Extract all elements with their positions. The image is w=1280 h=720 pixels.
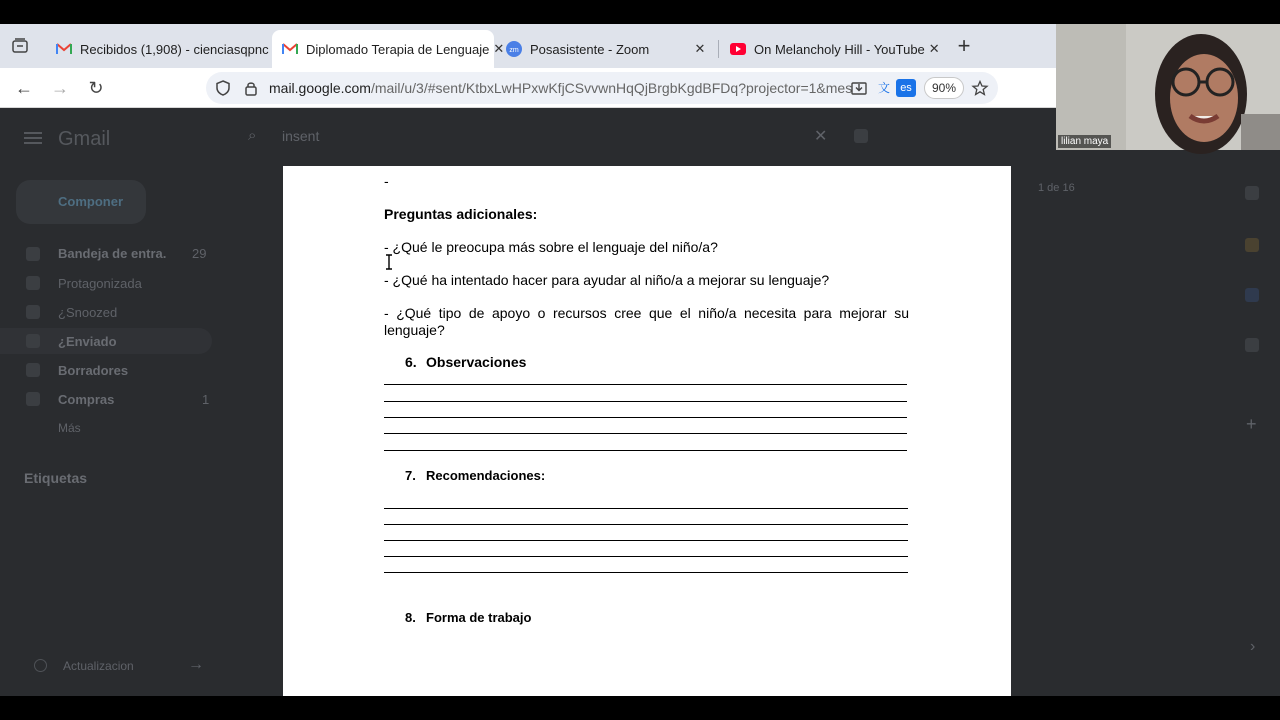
sidebar-item-snoozed[interactable]: ¿Snoozed <box>58 305 118 320</box>
blank-line <box>384 401 907 402</box>
bookmark-star-icon[interactable] <box>972 80 988 96</box>
question-2: - ¿Qué ha intentado hacer para ayudar al niño/a a mejorar su lenguaje? <box>384 272 830 288</box>
filter-icon[interactable] <box>854 129 868 143</box>
gmail-icon <box>56 41 72 57</box>
blank-line <box>384 417 907 418</box>
browser-tab-strip <box>0 24 1056 68</box>
dash-line: - <box>384 173 389 189</box>
forward-arrow-icon[interactable]: → <box>51 78 69 98</box>
compose-label: Componer <box>58 194 123 209</box>
shield-icon[interactable] <box>215 80 231 96</box>
blank-line <box>384 556 908 557</box>
sidebar-item-starred[interactable]: Protagonizada <box>58 276 142 291</box>
clock-icon <box>26 305 40 319</box>
lock-icon[interactable] <box>243 80 259 96</box>
address-text[interactable] <box>269 80 853 96</box>
question-1: - ¿Qué le preocupa más sobre el lenguaje del niño/a? <box>384 239 718 255</box>
new-tab-button[interactable]: + <box>957 33 971 58</box>
draft-icon <box>26 363 40 377</box>
tasks-icon[interactable] <box>1245 288 1259 302</box>
tab-recibidos[interactable] <box>46 30 269 68</box>
close-icon[interactable]: ✕ <box>694 41 706 56</box>
address-host: mail.google.com <box>269 80 371 96</box>
tag-icon <box>26 392 40 406</box>
section-title: Forma de trabajo <box>426 610 532 625</box>
gmail-icon <box>282 41 298 57</box>
section-title: Recomendaciones: <box>426 468 546 483</box>
youtube-icon <box>730 41 746 57</box>
star-icon <box>26 276 40 290</box>
labels-heading: Etiquetas <box>24 470 88 486</box>
tab-label: Posasistente - Zoom <box>530 41 650 57</box>
search-query: insent <box>282 128 320 144</box>
section-number: 7. <box>405 468 416 483</box>
svg-text:zm: zm <box>509 47 519 54</box>
inbox-icon <box>26 247 40 261</box>
gmail-logo: Gmail <box>58 128 111 150</box>
calendar-icon[interactable] <box>1245 186 1259 200</box>
keep-icon[interactable] <box>1245 238 1259 252</box>
text-cursor-icon <box>384 254 394 270</box>
sidebar-item-inbox[interactable]: Bandeja de entra. <box>58 246 167 261</box>
gmail-search[interactable] <box>236 120 886 152</box>
additional-questions-heading: Preguntas adicionales: <box>384 206 538 222</box>
back-arrow-icon[interactable]: ← <box>15 78 33 98</box>
blank-line <box>384 450 907 451</box>
menu-icon[interactable] <box>24 132 42 144</box>
tab-search-icon[interactable] <box>10 36 30 56</box>
tab-label: On Melancholy Hill - YouTube <box>754 41 925 57</box>
blank-line <box>384 572 908 573</box>
tab-zoom[interactable] <box>496 30 718 68</box>
chevron-right-icon[interactable]: › <box>1250 638 1256 655</box>
question-3: - ¿Qué tipo de apoyo o recursos cree que el niño/a necesita para mejorar su lenguaje? <box>384 305 909 338</box>
tab-label: Recibidos (1,908) - cienciasqpnc <box>80 41 269 57</box>
info-icon <box>34 659 47 672</box>
purchases-count: 1 <box>202 392 210 407</box>
gmail-sidebar <box>0 108 220 696</box>
zoom-icon <box>506 41 522 57</box>
tab-youtube[interactable] <box>720 30 942 68</box>
blank-line <box>384 508 908 509</box>
top-black-bar <box>0 0 1280 24</box>
section-number: 8. <box>405 610 416 625</box>
sidebar-item-drafts[interactable]: Borradores <box>58 363 129 378</box>
document-page <box>283 166 1011 696</box>
arrow-right-icon[interactable]: → <box>188 656 204 673</box>
address-path: /mail/u/3/#sent/KtbxLwHPxwKfjCSvvwnHqQjBrgbKgdBFDq?projector=1&mes <box>370 80 853 96</box>
video-thumbnail[interactable] <box>1056 24 1280 150</box>
section-observaciones <box>405 354 526 370</box>
section-recomendaciones <box>405 468 545 483</box>
tab-separator <box>718 40 719 58</box>
search-icon[interactable]: ⌕ <box>248 127 257 144</box>
close-icon[interactable]: ✕ <box>928 41 940 56</box>
sidebar-item-more[interactable]: Más <box>58 421 81 435</box>
contacts-icon[interactable] <box>1245 338 1259 352</box>
sidebar-item-purchases[interactable]: Compras <box>58 392 115 407</box>
browser-toolbar <box>0 68 1056 108</box>
inbox-count: 29 <box>192 246 207 261</box>
translate-language-badge[interactable]: es <box>896 79 916 97</box>
download-icon[interactable] <box>851 80 867 96</box>
translate-icon[interactable] <box>878 80 894 96</box>
pager-text: 1 de 16 <box>1038 182 1075 194</box>
section-forma-de-trabajo <box>405 610 531 625</box>
section-title: Observaciones <box>426 354 527 370</box>
add-icon[interactable]: + <box>1246 414 1257 434</box>
compose-button[interactable] <box>16 180 146 224</box>
blank-line <box>384 433 907 434</box>
bottom-black-bar <box>0 696 1280 720</box>
send-icon <box>26 334 40 348</box>
update-text[interactable]: Actualizacion <box>63 659 134 673</box>
clear-search-icon[interactable]: ✕ <box>814 128 828 145</box>
sidebar-item-sent[interactable]: ¿Enviado <box>58 334 117 349</box>
tab-diplomado[interactable] <box>272 30 505 68</box>
reload-icon[interactable]: ↻ <box>88 78 104 98</box>
blank-line <box>384 540 908 541</box>
blank-line <box>384 524 908 525</box>
participant-video <box>1056 24 1280 150</box>
tab-label: Diplomado Terapia de Lenguaje <box>306 41 490 57</box>
section-number: 6. <box>405 354 417 370</box>
close-icon[interactable]: ✕ <box>493 41 505 56</box>
zoom-level-chip[interactable]: 90% <box>924 77 964 99</box>
blank-line <box>384 384 907 385</box>
svg-text:文: 文 <box>878 81 891 95</box>
participant-name: lilian maya <box>1058 135 1111 148</box>
address-bar[interactable] <box>206 72 998 104</box>
